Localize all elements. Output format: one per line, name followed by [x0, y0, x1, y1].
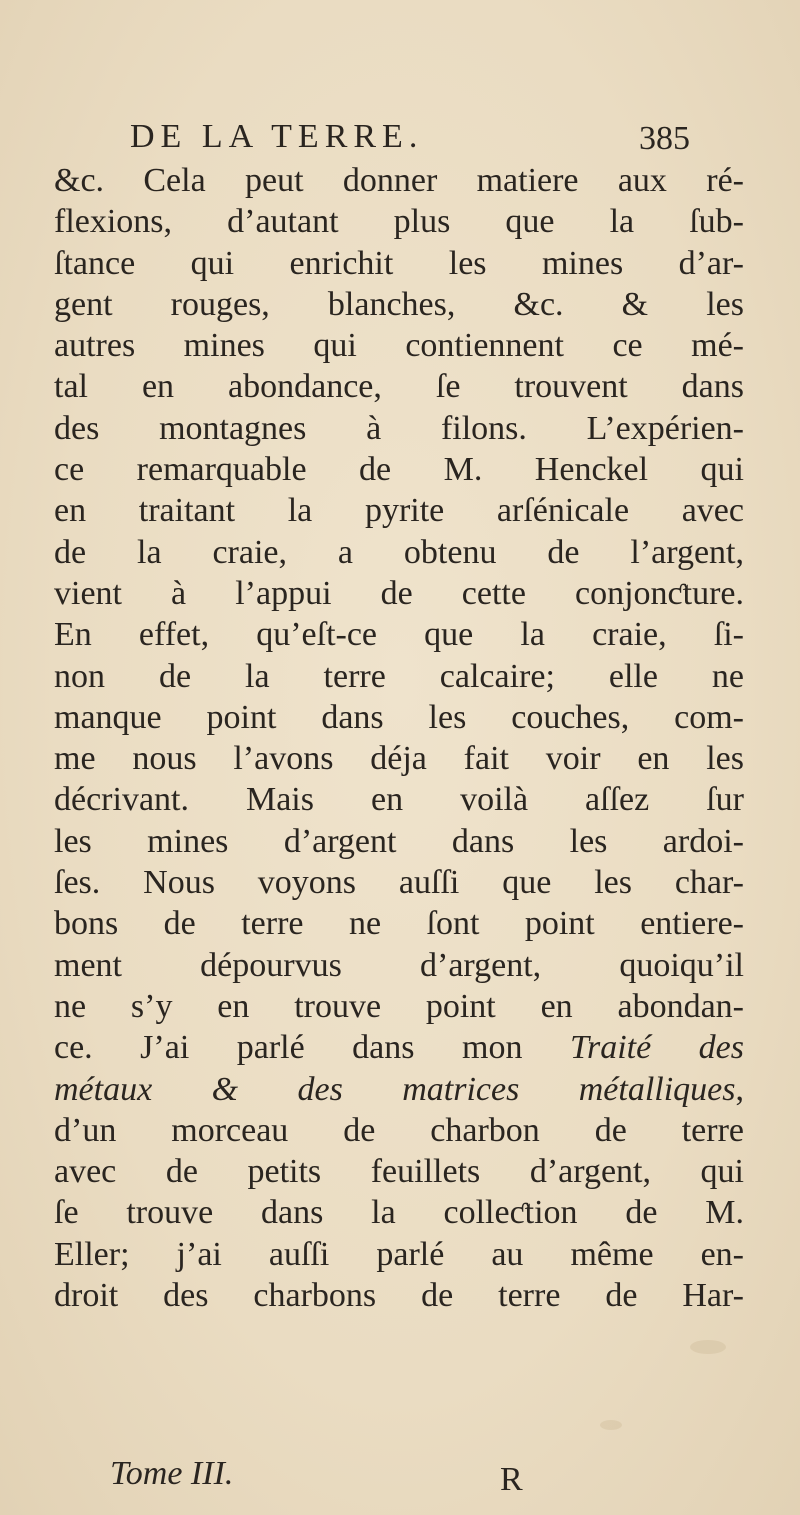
text-line: les mines d’argent dans les ardoi-	[54, 822, 744, 860]
text-line: ce remarquable de M. Henckel qui	[54, 451, 744, 489]
text-line: manque point dans les couches, com-	[54, 698, 744, 736]
text-line: autres mines qui contiennent ce mé-	[54, 327, 744, 365]
text-line: droit des charbons de terre de Har-	[54, 1277, 744, 1315]
text-line: non de la terre calcaire; elle ne	[54, 657, 744, 695]
text-line: ſes. Nous voyons auſſi que les char-	[54, 864, 744, 902]
text-roman: ,	[735, 1070, 744, 1108]
text-line: &c. Cela peut donner matiere aux ré-	[54, 162, 744, 199]
text-roman: ce. J’ai parlé dans mon	[54, 1029, 570, 1067]
text-line: tal en abondance, ſe trouvent dans	[54, 368, 744, 406]
running-head: DE LA TERRE.	[130, 118, 424, 155]
text-line: gent rouges, blanches, &c. & les	[54, 285, 744, 323]
text-line: ment dépourvus d’argent, quoiqu’il	[54, 946, 744, 984]
text-line: vient à l’appui de cette conjonƈture.	[54, 574, 744, 612]
text-line: flexions, d’autant plus que la ſub-	[54, 203, 744, 241]
text-line: de la craie, a obtenu de l’argent,	[54, 533, 744, 571]
text-line: bons de terre ne ſont point entiere-	[54, 905, 744, 943]
body-text	[54, 160, 744, 1316]
signature-mark: R	[500, 1461, 523, 1498]
page-number: 385	[639, 120, 690, 157]
text-line: ne s’y en trouve point en abondan-	[54, 987, 744, 1025]
paper-stain	[600, 1420, 622, 1430]
text-line: d’un morceau de charbon de terre	[54, 1111, 744, 1149]
text-line: ſe trouve dans la colleƈtion de M.	[54, 1194, 744, 1232]
text-line: décrivant. Mais en voilà aſſez ſur	[54, 781, 744, 819]
text-line: Eller; j’ai auſſi parlé au même en-	[54, 1235, 744, 1273]
text-line: En effet, qu’eſt-ce que la craie, ſi-	[54, 616, 744, 654]
text-line: me nous l’avons déja fait voir en les	[54, 740, 744, 778]
text-line: en traitant la pyrite arſénicale avec	[54, 492, 744, 530]
text-line	[54, 1069, 744, 1110]
text-italic-title: métaux & des matrices métalliques	[54, 1070, 736, 1108]
text-italic-title: Traité des	[569, 1029, 744, 1067]
paper-stain	[690, 1340, 726, 1354]
text-line: des montagnes à filons. L’expérien-	[54, 409, 744, 447]
page-footer	[110, 1455, 530, 1505]
text-line	[54, 1027, 744, 1068]
text-line: avec de petits feuillets d’argent, qui	[54, 1153, 744, 1191]
volume-label: Tome III.	[110, 1455, 234, 1492]
text-line: ſtance qui enrichit les mines d’ar-	[54, 244, 744, 282]
